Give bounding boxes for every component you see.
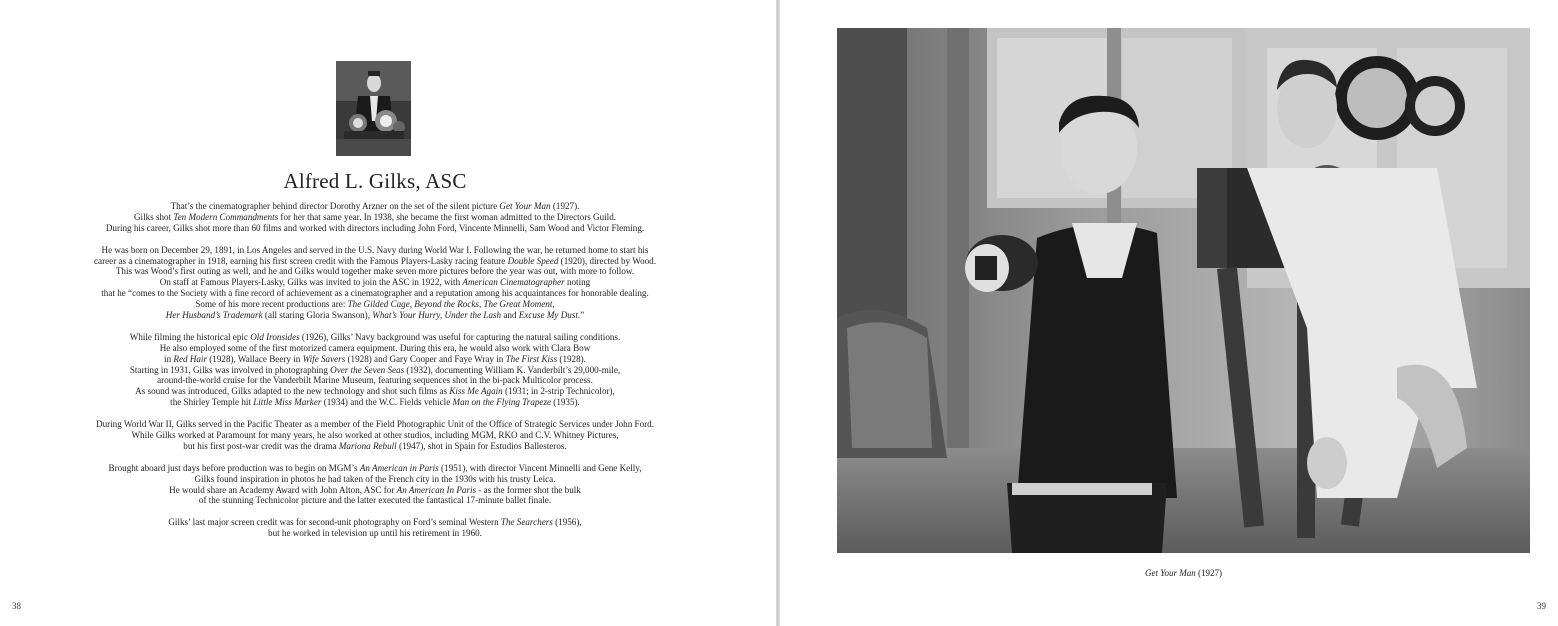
body-text-segment: but his first post-war credit was the drama — [183, 440, 339, 451]
body-text-segment: (1935). — [551, 397, 580, 408]
body-text-segment: (1928), Wallace Beery in — [207, 353, 303, 364]
italic-title-text: Ten Modern Commandments — [173, 211, 279, 222]
body-text-segment: (1934) and the W.C. Fields vehicle — [321, 397, 453, 408]
portrait-photo — [336, 61, 411, 156]
body-line — [10, 517, 740, 528]
body-line — [10, 266, 740, 277]
body-text-segment: While filming the historical epic — [129, 331, 251, 342]
body-text-segment: During World War II, Gilks served in the Pacific Theater as a member of the Field Photographic Unit of the Office of Strategic Services under John Ford. — [96, 419, 654, 430]
body-text-segment: for her that same year. In 1938, she became the first woman admitted to the Directors Guild. — [278, 211, 617, 222]
italic-title-text: The First Kiss — [505, 353, 558, 364]
body-text-segment: (1932), documenting William K. Vanderbilt’s 29,000-mile, — [404, 364, 621, 375]
body-line — [10, 495, 740, 506]
body-text-segment: He also employed some of the first motorized camera equipment. During this era, he would also work with Clara Bow — [159, 342, 591, 353]
italic-title-text: Her Husband’s Trademark — [165, 310, 263, 321]
body-line — [10, 223, 740, 234]
italic-title-text: An American in Paris — [359, 462, 439, 473]
body-text-segment: Some of his more recent productions are: — [195, 299, 348, 310]
body-line — [10, 485, 740, 496]
body-line — [10, 419, 740, 430]
body-text-segment: that he “comes to the Society with a fine record of achievement as a cinematographer and a reputation among his acquaintances for honorable dealing. — [101, 288, 649, 299]
body-line — [10, 474, 740, 485]
body-text-segment: (1928) and Gary Cooper and Faye Wray in — [345, 353, 506, 364]
body-text-segment: On staff at Famous Players-Lasky, Gilks was invited to join the ASC in 1922, with — [159, 277, 463, 288]
italic-title-text: Little Miss Marker — [253, 397, 322, 408]
body-text-segment: - as the former shot the bulk — [476, 484, 581, 495]
body-line — [10, 354, 740, 365]
body-paragraph — [10, 201, 740, 234]
body-text-segment: While Gilks worked at Paramount for many years, he also worked at other studios, including MGM, RKO and C.V. Whitney Pictures, — [131, 429, 619, 440]
body-text-segment: (1956), — [552, 517, 582, 528]
italic-title-text: Man on the Flying Trapeze — [452, 397, 552, 408]
body-line — [10, 310, 740, 321]
body-line — [10, 397, 740, 408]
body-text-segment: (1928). — [557, 353, 586, 364]
body-text-segment: and — [501, 310, 519, 321]
body-line — [10, 365, 740, 376]
body-line — [10, 277, 740, 288]
photo-caption — [837, 568, 1530, 578]
body-line — [10, 463, 740, 474]
body-line — [10, 256, 740, 267]
body-text-segment: (1947), shot in Spain for Estudios Ballesteros. — [396, 440, 567, 451]
body-text-segment: (1927). — [550, 201, 580, 211]
body-line — [10, 245, 740, 256]
body-line — [10, 332, 740, 343]
caption-year: (1927) — [1195, 568, 1222, 578]
italic-title-text: The Searchers — [500, 517, 553, 528]
left-page — [0, 0, 776, 626]
body-line — [10, 288, 740, 299]
body-text-segment: Gilks found inspiration in photos he had taken of the French city in the 1930s with his trusty Leica. — [194, 473, 556, 484]
body-line — [10, 441, 740, 452]
italic-title-text: Double Speed — [507, 255, 559, 266]
article-body — [10, 201, 740, 550]
body-line — [10, 528, 740, 539]
body-text-segment: This was Wood’s first outing as well, and he and Gilks would together make seven more pictures before the year was out, with more to follow. — [115, 266, 635, 277]
italic-title-text: Kiss Me Again — [449, 386, 503, 397]
body-text-segment: noting — [564, 277, 591, 288]
body-text-segment: (1926), Gilks’ Navy background was useful for capturing the natural sailing conditions. — [299, 331, 621, 342]
body-paragraph — [10, 463, 740, 507]
body-line — [10, 375, 740, 386]
body-line — [10, 299, 740, 310]
body-text-segment: Starting in 1931, Gilks was involved in photographing — [129, 364, 331, 375]
body-line — [10, 343, 740, 354]
italic-title-text: American Cinematographer — [462, 277, 565, 288]
italic-title-text: Excuse My Dust — [518, 310, 578, 321]
body-text-segment: (1920), directed by Wood. — [558, 255, 656, 266]
italic-title-text: Get Your Man — [499, 201, 551, 211]
body-text-segment: Gilks shot — [133, 211, 174, 222]
italic-title-text: Mariona Rebull — [338, 440, 397, 451]
body-text-segment: As sound was introduced, Gilks adapted to the new technology and shot such films as — [135, 386, 450, 397]
body-text-segment: That’s the cinematographer behind director Dorothy Arzner on the set of the silent picture — [170, 201, 500, 211]
body-text-segment: of the stunning Technicolor picture and the latter executed the fantastical 17-minute ballet finale. — [198, 495, 552, 506]
page-number-right: 39 — [1537, 601, 1546, 611]
body-paragraph — [10, 517, 740, 539]
body-text-segment: Gilks’ last major screen credit was for second-unit photography on Ford’s seminal Western — [168, 517, 501, 528]
caption-film-title: Get Your Man — [1145, 568, 1196, 578]
body-text-segment: the Shirley Temple hit — [170, 397, 254, 408]
body-text-segment: around-the-world cruise for the Vanderbilt Marine Museum, featuring sequences shot in the bi-pack Multicolor process. — [157, 375, 593, 386]
page-number-left: 38 — [12, 601, 21, 611]
italic-title-text: Old Ironsides — [250, 331, 300, 342]
italic-title-text: Over the Seven Seas — [330, 364, 405, 375]
body-line — [10, 201, 740, 212]
body-line — [10, 430, 740, 441]
italic-title-text: What’s Your Hurry, Under the Lash — [372, 310, 502, 321]
italic-title-text: An American In Paris — [396, 484, 477, 495]
body-text-segment: career as a cinematographer in 1918, earning his first screen credit with the Famous Players-Lasky racing feature — [94, 255, 508, 266]
body-text-segment: He would share an Academy Award with John Alton, ASC for — [169, 484, 397, 495]
body-text-segment: but he worked in television up until his retirement in 1960. — [268, 528, 482, 539]
italic-title-text: The Gilded Cage, Beyond the Rocks, The Great Moment, — [347, 299, 555, 310]
italic-title-text: Red Hair — [173, 353, 207, 364]
italic-title-text: Wife Savers — [302, 353, 346, 364]
article-title: Alfred L. Gilks, ASC — [283, 169, 467, 193]
body-paragraph — [10, 419, 740, 452]
body-line — [10, 212, 740, 223]
film-still-photo — [837, 28, 1530, 553]
body-text-segment: (1951), with director Vincent Minnelli and Gene Kelly, — [438, 462, 642, 473]
body-text-segment: .” — [577, 310, 585, 321]
body-paragraph — [10, 245, 740, 321]
body-text-segment: During his career, Gilks shot more than 60 films and worked with directors including John Ford, Vincente Minnelli, Sam Wood and Victor Fleming. — [105, 222, 645, 233]
body-text-segment: (all staring Gloria Swanson), — [262, 310, 373, 321]
body-text-segment: Brought aboard just days before production was to begin on MGM’s — [108, 462, 360, 473]
body-text-segment: (1931; in 2-strip Technicolor), — [502, 386, 615, 397]
body-text-segment: He was born on December 29, 1891, in Los Angeles and served in the U.S. Navy during World War I. Following the war, he returned home to start his — [101, 244, 649, 255]
body-paragraph — [10, 332, 740, 408]
body-text-segment: in — [164, 353, 174, 364]
body-line — [10, 386, 740, 397]
